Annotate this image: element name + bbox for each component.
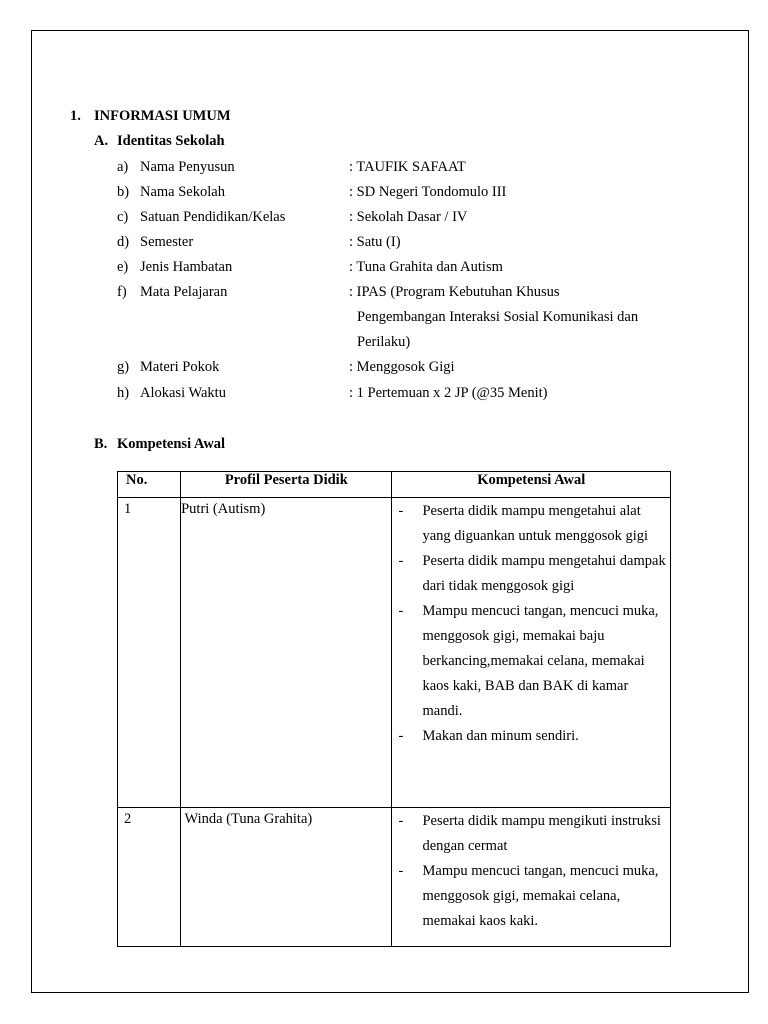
identitas-key: e): [117, 259, 129, 275]
subsection-b-title: Kompetensi Awal: [117, 436, 226, 452]
identitas-key: g): [117, 359, 130, 375]
identitas-key: a): [117, 159, 129, 175]
identitas-label: Semester: [140, 234, 194, 250]
kompetensi-table: [117, 471, 671, 947]
identitas-value: : Satu (I): [349, 234, 401, 250]
identitas-value: : Tuna Grahita dan Autism: [349, 259, 503, 275]
list-item: - Makan dan minum sendiri.: [392, 724, 670, 749]
identitas-label: Mata Pelajaran: [140, 284, 228, 300]
list-item: - Peserta didik mampu mengetahui dampak dari tidak menggosok gigi: [392, 549, 670, 599]
table-header-row: [118, 472, 671, 498]
list-item: - Mampu mencuci tangan, mencuci muka, menggosok gigi, memakai baju berkancing,memakai celana, memakai kaos kaki, BAB dan BAK di kamar mandi.: [392, 599, 670, 724]
identitas-label: Alokasi Waktu: [140, 385, 226, 401]
identitas-key: c): [117, 209, 129, 225]
row-kompetensi: [392, 808, 671, 947]
subsection-a-title: Identitas Sekolah: [117, 133, 225, 149]
identitas-key: f): [117, 284, 127, 300]
column-header-kompetensi: Kompetensi Awal: [392, 472, 671, 498]
identitas-value-continued: Pengembangan Interaksi Sosial Komunikasi dan: [357, 309, 639, 325]
row-kompetensi: [392, 498, 671, 808]
row-profil: Putri (Autism): [181, 498, 392, 808]
row-number: 1: [118, 498, 181, 808]
identitas-value: : SD Negeri Tondomulo III: [349, 184, 507, 200]
list-item: - Mampu mencuci tangan, mencuci muka, menggosok gigi, memakai celana, memakai kaos kaki.: [392, 859, 670, 934]
identitas-value: : 1 Pertemuan x 2 JP (@35 Menit): [349, 385, 548, 401]
table-row: [118, 498, 671, 808]
identitas-label: Nama Sekolah: [140, 184, 225, 200]
identitas-value: : TAUFIK SAFAAT: [349, 159, 466, 175]
column-header-profil: Profil Peserta Didik: [181, 472, 392, 498]
table-row: [118, 808, 671, 947]
identitas-value: : Menggosok Gigi: [349, 359, 455, 375]
identitas-value-continued: Perilaku): [357, 334, 411, 350]
identitas-label: Materi Pokok: [140, 359, 220, 375]
identitas-label: Jenis Hambatan: [140, 259, 233, 275]
row-number: 2: [118, 808, 181, 947]
column-header-no: No.: [118, 472, 181, 498]
identitas-key: b): [117, 184, 130, 200]
list-item: - Peserta didik mampu mengikuti instruksi dengan cermat: [392, 809, 670, 859]
identitas-value: : Sekolah Dasar / IV: [349, 209, 468, 225]
identitas-value: : IPAS (Program Kebutuhan Khusus: [349, 284, 560, 300]
identitas-key: d): [117, 234, 130, 250]
list-item: - Peserta didik mampu mengetahui alat yang diguankan untuk menggosok gigi: [392, 499, 670, 549]
row-profil: Winda (Tuna Grahita): [181, 808, 392, 947]
section-number: 1.: [70, 108, 81, 124]
identitas-key: h): [117, 385, 130, 401]
subsection-b-letter: B.: [94, 436, 108, 452]
subsection-a-letter: A.: [94, 133, 109, 149]
identitas-label: Nama Penyusun: [140, 159, 235, 175]
section-title: INFORMASI UMUM: [94, 108, 231, 124]
identitas-label: Satuan Pendidikan/Kelas: [140, 209, 286, 225]
